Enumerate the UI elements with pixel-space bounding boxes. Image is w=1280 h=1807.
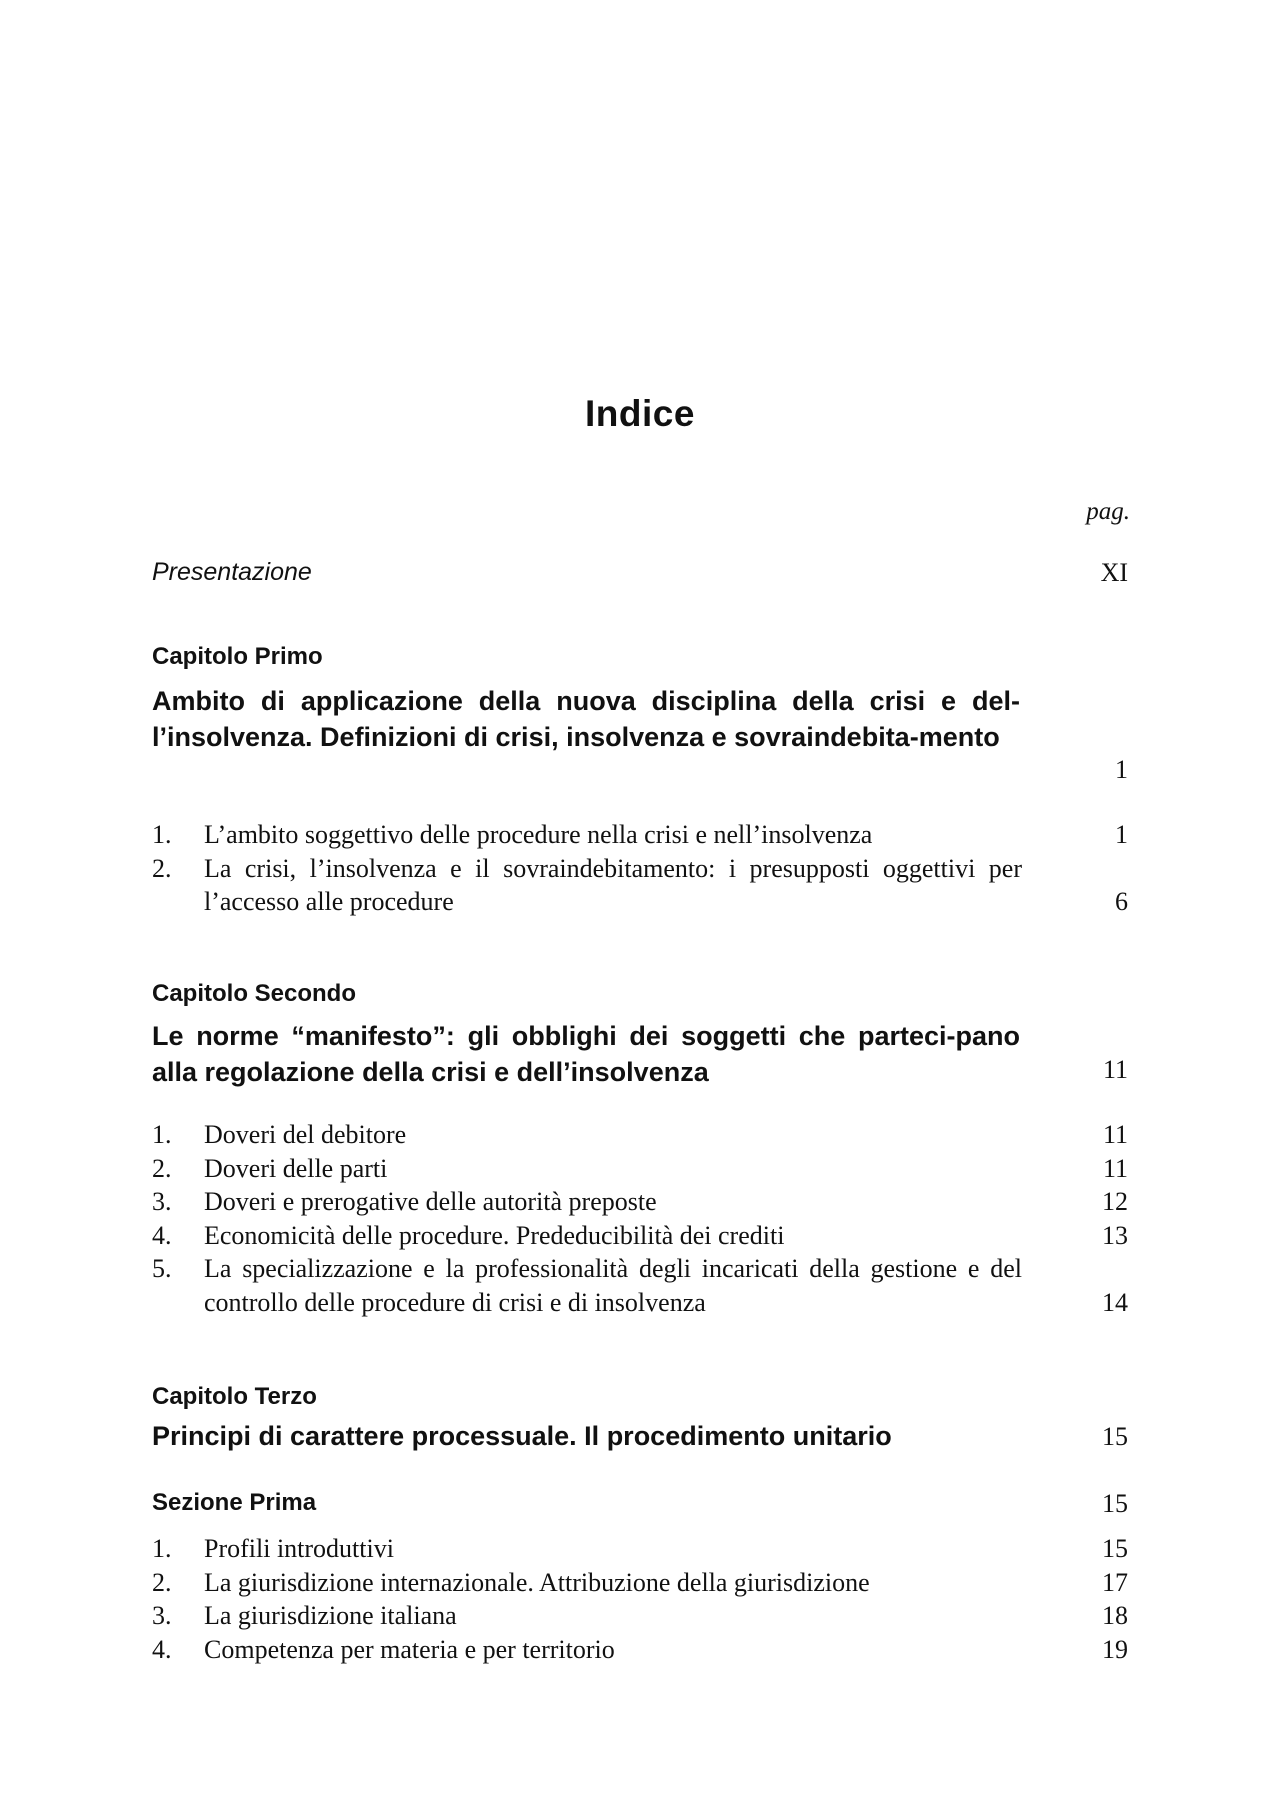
item-title: La crisi, l’insolvenza e il sovraindebitamento: i presupposti oggettivi per l’accesso alle procedure	[204, 853, 1022, 917]
item-number: 1.	[152, 820, 172, 849]
item-title: Economicità delle procedure. Prededucibilità dei crediti	[204, 1220, 785, 1250]
item-number: 2.	[152, 1567, 172, 1597]
item-page: 1	[1115, 820, 1128, 849]
item-title: Doveri del debitore	[204, 1120, 407, 1149]
toc-item[interactable]	[152, 852, 1128, 919]
chapter-page: 11	[1102, 1055, 1128, 1084]
page-title: Indice	[585, 393, 695, 434]
toc-item[interactable]	[152, 1599, 1128, 1633]
item-page: 19	[1102, 1634, 1128, 1664]
presentazione-entry[interactable]: Presentazione	[152, 558, 312, 586]
toc-item[interactable]	[152, 1252, 1128, 1319]
item-number: 1.	[152, 1534, 172, 1563]
item-title: La specializzazione e la professionalità degli incaricati della gestione e del controllo delle procedure di crisi e di insolvenza	[204, 1254, 1022, 1317]
toc-item[interactable]	[152, 1152, 1128, 1186]
toc-item[interactable]	[152, 1532, 1128, 1566]
item-page: 11	[1102, 1120, 1128, 1149]
toc-item[interactable]	[152, 1219, 1128, 1253]
item-page: 12	[1102, 1187, 1128, 1217]
chapter-page: 15	[1102, 1422, 1128, 1451]
toc-page	[152, 0, 1128, 1807]
chapter-label: Capitolo Secondo	[152, 980, 356, 1007]
toc-item[interactable]	[152, 818, 1128, 852]
toc-item[interactable]	[152, 1118, 1128, 1152]
item-number: 1.	[152, 1120, 172, 1149]
item-page: 13	[1102, 1220, 1128, 1250]
section-page: 15	[1102, 1489, 1128, 1518]
chapter-page: 1	[1115, 755, 1128, 784]
chapter-label: Capitolo Primo	[152, 643, 323, 670]
item-title: Doveri e prerogative delle autorità preposte	[204, 1187, 657, 1217]
item-title: Competenza per materia e per territorio	[204, 1634, 615, 1664]
item-page: 17	[1102, 1567, 1128, 1597]
item-page: 6	[1115, 887, 1128, 917]
item-number: 5.	[152, 1254, 172, 1284]
chapter-label: Capitolo Terzo	[152, 1383, 317, 1410]
chapter-items	[152, 1118, 1128, 1320]
section-label[interactable]: Sezione Prima	[152, 1489, 317, 1516]
toc-item[interactable]	[152, 1185, 1128, 1219]
item-number: 4.	[152, 1220, 172, 1250]
item-title: Doveri delle parti	[204, 1153, 388, 1183]
chapter-items	[152, 1532, 1128, 1666]
item-number: 4.	[152, 1634, 172, 1664]
presentazione-page: XI	[1100, 558, 1128, 587]
chapter-title[interactable]: Ambito di applicazione della nuova disciplina della crisi e del-l’insolvenza. Definizioni di crisi, insolvenza e sovraindebita-mento	[152, 686, 1020, 752]
item-title: La giurisdizione italiana	[204, 1601, 457, 1631]
item-page: 11	[1102, 1153, 1128, 1183]
item-page: 14	[1102, 1287, 1128, 1317]
item-title: L’ambito soggettivo delle procedure nella crisi e nell’insolvenza	[204, 820, 873, 849]
item-title: La giurisdizione internazionale. Attribuzione della giurisdizione	[204, 1567, 870, 1597]
item-number: 2.	[152, 1153, 172, 1183]
item-page: 18	[1102, 1601, 1128, 1631]
chapter-title[interactable]: Le norme “manifesto”: gli obblighi dei soggetti che parteci-pano alla regolazione della crisi e dell’insolvenza	[152, 1021, 1020, 1087]
item-title: Profili introduttivi	[204, 1534, 394, 1563]
item-number: 2.	[152, 853, 172, 883]
item-number: 3.	[152, 1601, 172, 1631]
chapter-items	[152, 818, 1128, 919]
item-page: 15	[1102, 1534, 1128, 1563]
toc-item[interactable]	[152, 1566, 1128, 1600]
chapter-title[interactable]: Principi di carattere processuale. Il procedimento unitario	[152, 1421, 892, 1451]
toc-item[interactable]	[152, 1633, 1128, 1667]
item-number: 3.	[152, 1187, 172, 1217]
page-column-label: pag.	[1086, 498, 1130, 525]
